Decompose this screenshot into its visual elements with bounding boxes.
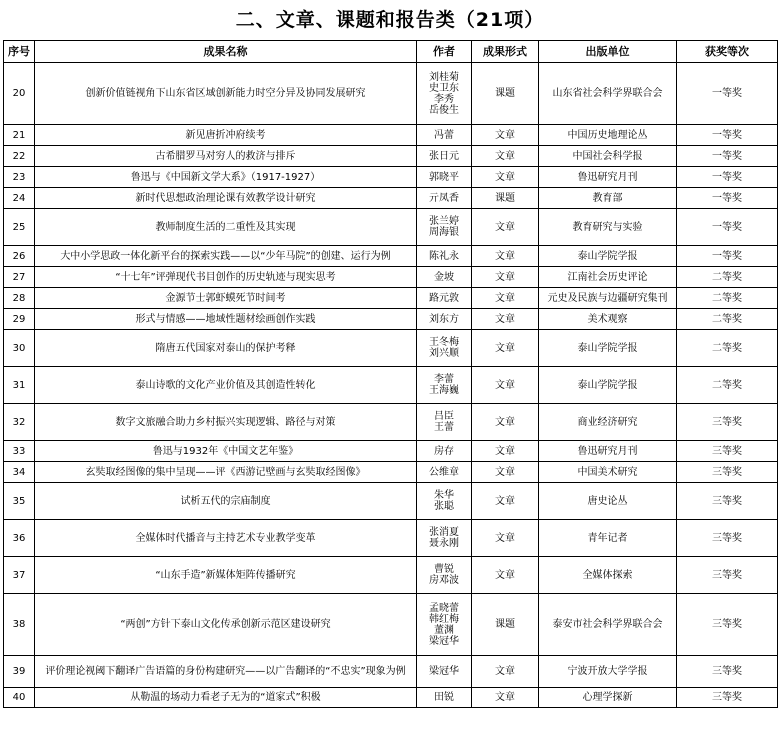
row-name: 形式与情感——地域性题材绘画创作实践	[35, 309, 417, 330]
row-form: 文章	[472, 167, 539, 188]
author-name: 房邓波	[429, 575, 459, 586]
row-no: 30	[4, 330, 35, 367]
author-name: 韩红梅	[429, 613, 459, 625]
row-name: 泰山诗歌的文化产业价值及其创造性转化	[35, 367, 417, 404]
row-name: 隋唐五代国家对泰山的保护考释	[35, 330, 417, 367]
row-no: 22	[4, 146, 35, 167]
row-name: 数字文旅融合助力乡村振兴实现逻辑、路径与对策	[35, 404, 417, 441]
author-name: 周海银	[429, 227, 459, 238]
row-authors	[417, 146, 472, 167]
row-authors	[417, 167, 472, 188]
author-name: 吕臣	[434, 411, 454, 422]
row-publisher: 江南社会历史评论	[539, 267, 677, 288]
row-authors	[417, 462, 472, 483]
header-name: 成果名称	[35, 41, 417, 63]
row-authors	[417, 594, 472, 656]
row-award: 一等奖	[677, 63, 778, 125]
author-name: 曹锐	[434, 564, 454, 575]
table-row	[4, 483, 778, 520]
row-publisher: 青年记者	[539, 520, 677, 557]
row-award: 一等奖	[677, 209, 778, 246]
author-name: 梁冠华	[429, 666, 459, 677]
row-form: 文章	[472, 462, 539, 483]
row-form: 课题	[472, 63, 539, 125]
table-row	[4, 309, 778, 330]
table-row	[4, 146, 778, 167]
author-name: 路元敦	[429, 292, 459, 304]
row-authors	[417, 656, 472, 688]
row-no: 31	[4, 367, 35, 404]
row-publisher: 全媒体探索	[539, 557, 677, 594]
table-row	[4, 209, 778, 246]
row-authors	[417, 688, 472, 708]
header-author: 作者	[417, 41, 472, 63]
row-form: 文章	[472, 146, 539, 167]
row-no: 29	[4, 309, 35, 330]
author-name: 刘桂菊	[429, 71, 459, 83]
row-award: 二等奖	[677, 309, 778, 330]
row-award: 三等奖	[677, 520, 778, 557]
author-name: 张日元	[429, 150, 459, 162]
row-name: 金源节士郭虾蟆死节时间考	[35, 288, 417, 309]
awards-table	[3, 40, 778, 708]
table-row	[4, 188, 778, 209]
row-award: 一等奖	[677, 146, 778, 167]
author-name: 房存	[434, 445, 454, 457]
author-name: 张消夏	[429, 527, 459, 538]
table-row	[4, 330, 778, 367]
row-award: 一等奖	[677, 167, 778, 188]
author-name: 金坡	[434, 271, 454, 283]
row-award: 三等奖	[677, 594, 778, 656]
row-publisher: 中国社会科学报	[539, 146, 677, 167]
row-name: 教师制度生活的二重性及其实现	[35, 209, 417, 246]
row-no: 24	[4, 188, 35, 209]
table-row	[4, 367, 778, 404]
row-no: 25	[4, 209, 35, 246]
row-name: 试析五代的宗庙制度	[35, 483, 417, 520]
row-name: “山东手造”新媒体矩阵传播研究	[35, 557, 417, 594]
row-no: 35	[4, 483, 35, 520]
row-authors	[417, 63, 472, 125]
row-form: 课题	[472, 594, 539, 656]
row-authors	[417, 557, 472, 594]
author-name: 张聪	[434, 501, 454, 512]
row-publisher: 商业经济研究	[539, 404, 677, 441]
row-name: 创新价值链视角下山东省区域创新能力时空分异及协同发展研究	[35, 63, 417, 125]
row-publisher: 唐史论丛	[539, 483, 677, 520]
row-publisher: 心理学探新	[539, 688, 677, 708]
row-award: 一等奖	[677, 188, 778, 209]
table-row	[4, 557, 778, 594]
author-name: 田锐	[434, 692, 454, 703]
row-award: 二等奖	[677, 288, 778, 309]
row-form: 文章	[472, 483, 539, 520]
author-name: 孟晓蕾	[429, 602, 459, 614]
row-name: “十七年”评弹现代书目创作的历史轨迹与现实思考	[35, 267, 417, 288]
row-award: 三等奖	[677, 404, 778, 441]
row-award: 二等奖	[677, 330, 778, 367]
table-row	[4, 246, 778, 267]
row-form: 文章	[472, 288, 539, 309]
author-name: 冯蕾	[434, 129, 454, 141]
row-publisher: 元史及民族与边疆研究集刊	[539, 288, 677, 309]
table-row	[4, 594, 778, 656]
row-form: 文章	[472, 688, 539, 708]
row-no: 32	[4, 404, 35, 441]
table-row	[4, 288, 778, 309]
row-form: 文章	[472, 520, 539, 557]
author-name: 王冬梅	[429, 337, 459, 348]
author-name: 岳俊生	[429, 104, 459, 116]
row-publisher: 鲁迅研究月刊	[539, 441, 677, 462]
row-authors	[417, 404, 472, 441]
row-form: 文章	[472, 125, 539, 146]
row-publisher: 泰山学院学报	[539, 330, 677, 367]
table-row	[4, 404, 778, 441]
author-name: 刘兴顺	[429, 348, 459, 359]
row-authors	[417, 367, 472, 404]
row-no: 23	[4, 167, 35, 188]
row-form: 文章	[472, 557, 539, 594]
author-name: 张兰婷	[429, 216, 459, 227]
row-authors	[417, 267, 472, 288]
row-name: 新时代思想政治理论课有效教学设计研究	[35, 188, 417, 209]
row-publisher: 中国美术研究	[539, 462, 677, 483]
header-no: 序号	[4, 41, 35, 63]
row-form: 文章	[472, 656, 539, 688]
row-no: 34	[4, 462, 35, 483]
row-authors	[417, 125, 472, 146]
row-award: 二等奖	[677, 367, 778, 404]
row-form: 文章	[472, 330, 539, 367]
row-authors	[417, 520, 472, 557]
row-no: 38	[4, 594, 35, 656]
author-name: 公维章	[429, 466, 459, 478]
row-name: 从勒温的场动力看老子无为的“道家式”积极	[35, 688, 417, 708]
row-name: 新见唐折冲府续考	[35, 125, 417, 146]
author-name: 王海巍	[429, 385, 459, 396]
table-row	[4, 656, 778, 688]
author-name: 梁冠华	[429, 635, 459, 647]
row-award: 三等奖	[677, 441, 778, 462]
author-name: 郭晓平	[429, 171, 459, 183]
row-award: 一等奖	[677, 246, 778, 267]
row-form: 课题	[472, 188, 539, 209]
row-award: 三等奖	[677, 688, 778, 708]
row-no: 40	[4, 688, 35, 708]
author-name: 史卫东	[429, 82, 459, 94]
row-name: 古希腊罗马对穷人的救济与排斥	[35, 146, 417, 167]
author-name: 聂永刚	[429, 538, 459, 549]
row-publisher: 美术观察	[539, 309, 677, 330]
row-authors	[417, 209, 472, 246]
row-authors	[417, 441, 472, 462]
row-publisher: 教育部	[539, 188, 677, 209]
row-no: 26	[4, 246, 35, 267]
row-no: 20	[4, 63, 35, 125]
row-award: 三等奖	[677, 656, 778, 688]
row-no: 21	[4, 125, 35, 146]
author-name: 李秀	[434, 93, 454, 105]
row-name: 鲁迅与1932年《中国文艺年鉴》	[35, 441, 417, 462]
row-name: 全媒体时代播音与主持艺术专业教学变革	[35, 520, 417, 557]
row-publisher: 山东省社会科学界联合会	[539, 63, 677, 125]
row-name: 大中小学思政一体化新平台的探索实践——以“少年马院”的创建、运行为例	[35, 246, 417, 267]
header-award: 获奖等次	[677, 41, 778, 63]
row-authors	[417, 288, 472, 309]
author-name: 董渊	[434, 624, 454, 636]
row-no: 27	[4, 267, 35, 288]
row-publisher: 宁波开放大学学报	[539, 656, 677, 688]
row-no: 33	[4, 441, 35, 462]
row-form: 文章	[472, 267, 539, 288]
row-authors	[417, 188, 472, 209]
row-name: 玄奘取经图像的集中呈现——评《西游记壁画与玄奘取经图像》	[35, 462, 417, 483]
row-publisher: 教育研究与实验	[539, 209, 677, 246]
table-row	[4, 267, 778, 288]
header-form: 成果形式	[472, 41, 539, 63]
row-award: 一等奖	[677, 125, 778, 146]
row-form: 文章	[472, 441, 539, 462]
row-no: 36	[4, 520, 35, 557]
table-row	[4, 167, 778, 188]
row-name: 鲁迅与《中国新文学大系》（1917-1927）	[35, 167, 417, 188]
row-award: 二等奖	[677, 267, 778, 288]
row-form: 文章	[472, 367, 539, 404]
author-name: 王蕾	[434, 422, 454, 433]
row-form: 文章	[472, 209, 539, 246]
row-no: 28	[4, 288, 35, 309]
author-name: 亓凤香	[429, 192, 459, 204]
row-form: 文章	[472, 246, 539, 267]
row-award: 三等奖	[677, 462, 778, 483]
row-authors	[417, 246, 472, 267]
row-name: “两创”方针下泰山文化传承创新示范区建设研究	[35, 594, 417, 656]
row-authors	[417, 483, 472, 520]
row-form: 文章	[472, 404, 539, 441]
table-header-row	[4, 41, 778, 63]
row-award: 三等奖	[677, 557, 778, 594]
row-authors	[417, 330, 472, 367]
row-no: 39	[4, 656, 35, 688]
table-row	[4, 462, 778, 483]
author-name: 李蕾	[434, 374, 454, 385]
row-publisher: 中国历史地理论丛	[539, 125, 677, 146]
table-row	[4, 688, 778, 708]
row-publisher: 泰山学院学报	[539, 246, 677, 267]
header-publisher: 出版单位	[539, 41, 677, 63]
row-no: 37	[4, 557, 35, 594]
author-name: 朱华	[434, 490, 454, 501]
row-name: 评价理论视阈下翻译广告语篇的身份构建研究——以广告翻译的“不忠实”现象为例	[35, 656, 417, 688]
table-row	[4, 520, 778, 557]
row-publisher: 泰山学院学报	[539, 367, 677, 404]
table-row	[4, 441, 778, 462]
row-form: 文章	[472, 309, 539, 330]
author-name: 陈礼永	[429, 250, 459, 262]
author-name: 刘东方	[429, 313, 459, 325]
row-award: 三等奖	[677, 483, 778, 520]
table-row	[4, 63, 778, 125]
row-publisher: 鲁迅研究月刊	[539, 167, 677, 188]
row-publisher: 泰安市社会科学界联合会	[539, 594, 677, 656]
row-authors	[417, 309, 472, 330]
table-row	[4, 125, 778, 146]
page-title: 二、文章、课题和报告类（21项）	[235, 9, 545, 31]
